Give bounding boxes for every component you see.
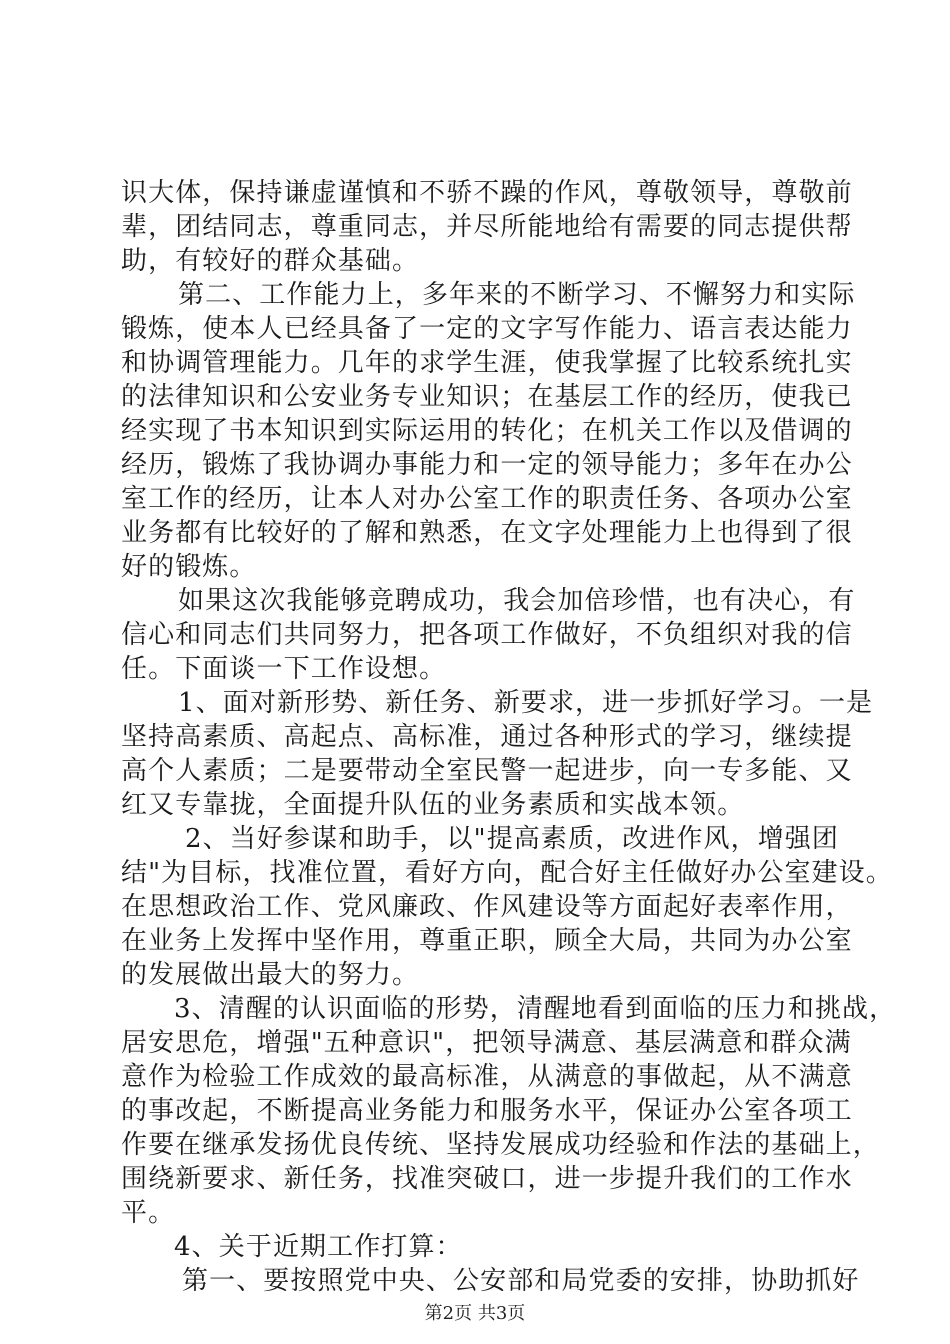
text-line: 在业务上发挥中坚作用，尊重正职，顾全大局，共同为办公室 bbox=[121, 926, 853, 956]
text-line: 结"为目标，找准位置，看好方向，配合好主任做好办公室建设。 bbox=[121, 858, 893, 888]
text-line: 意作为检验工作成效的最高标准，从满意的事做起，从不满意 bbox=[121, 1062, 853, 1092]
text-line: 如果这次我能够竞聘成功，我会加倍珍惜，也有决心，有 bbox=[178, 586, 856, 616]
text-line: 任。下面谈一下工作设想。 bbox=[121, 654, 447, 684]
text-line: 锻炼，使本人已经具备了一定的文字写作能力、语言表达能力 bbox=[121, 314, 853, 344]
text-line: 经历，锻炼了我协调办事能力和一定的领导能力；多年在办公 bbox=[121, 450, 853, 480]
text-line: 识大体，保持谦虚谨慎和不骄不躁的作风，尊敬领导，尊敬前 bbox=[121, 178, 853, 208]
text-line: 围绕新要求、新任务，找准突破口，进一步提升我们的工作水 bbox=[121, 1164, 853, 1194]
text-line: 坚持高素质、高起点、高标准，通过各种形式的学习，继续提 bbox=[121, 722, 853, 752]
page-number-footer: 第2页 共3页 bbox=[424, 1303, 526, 1324]
text-line: 第一、要按照党中央、公安部和局党委的安排，协助抓好 bbox=[182, 1266, 860, 1296]
text-line: 高个人素质；二是要带动全室民警一起进步，向一专多能、又 bbox=[121, 756, 853, 786]
text-line: 助，有较好的群众基础。 bbox=[121, 246, 420, 276]
text-line: 和协调管理能力。几年的求学生涯，使我掌握了比较系统扎实 bbox=[121, 348, 853, 378]
text-line: 业务都有比较好的了解和熟悉，在文字处理能力上也得到了很 bbox=[121, 518, 853, 548]
text-line: 1、面对新形势、新任务、新要求，进一步抓好学习。一是 bbox=[178, 688, 874, 718]
text-line: 红又专靠拢，全面提升队伍的业务素质和实战本领。 bbox=[121, 790, 745, 820]
text-line: 居安思危，增强"五种意识"，把领导满意、基层满意和群众满 bbox=[121, 1028, 852, 1058]
text-line: 的法律知识和公安业务专业知识；在基层工作的经历，使我已 bbox=[121, 382, 853, 412]
text-line: 在思想政治工作、党风廉政、作风建设等方面起好表率作用， bbox=[121, 892, 853, 922]
text-line: 第二、工作能力上，多年来的不断学习、不懈努力和实际 bbox=[178, 280, 856, 310]
text-line: 辈，团结同志，尊重同志，并尽所能地给有需要的同志提供帮 bbox=[121, 212, 853, 242]
text-line: 信心和同志们共同努力，把各项工作做好，不负组织对我的信 bbox=[121, 620, 853, 650]
text-line: 的事改起，不断提高业务能力和服务水平，保证办公室各项工 bbox=[121, 1096, 853, 1126]
text-line: 4、关于近期工作打算： bbox=[174, 1232, 463, 1262]
text-line: 好的锻炼。 bbox=[121, 552, 257, 582]
text-line: 的发展做出最大的努力。 bbox=[121, 960, 420, 990]
text-line: 2、当好参谋和助手，以"提高素质，改进作风，增强团 bbox=[185, 824, 840, 854]
text-line: 平。 bbox=[121, 1198, 176, 1228]
text-line: 经实现了书本知识到实际运用的转化；在机关工作以及借调的 bbox=[121, 416, 853, 446]
text-line: 3、清醒的认识面临的形势，清醒地看到面临的压力和挑战， bbox=[174, 994, 897, 1024]
text-line: 作要在继承发扬优良传统、坚持发展成功经验和作法的基础上， bbox=[121, 1130, 880, 1160]
text-line: 室工作的经历，让本人对办公室工作的职责任务、各项办公室 bbox=[121, 484, 853, 514]
